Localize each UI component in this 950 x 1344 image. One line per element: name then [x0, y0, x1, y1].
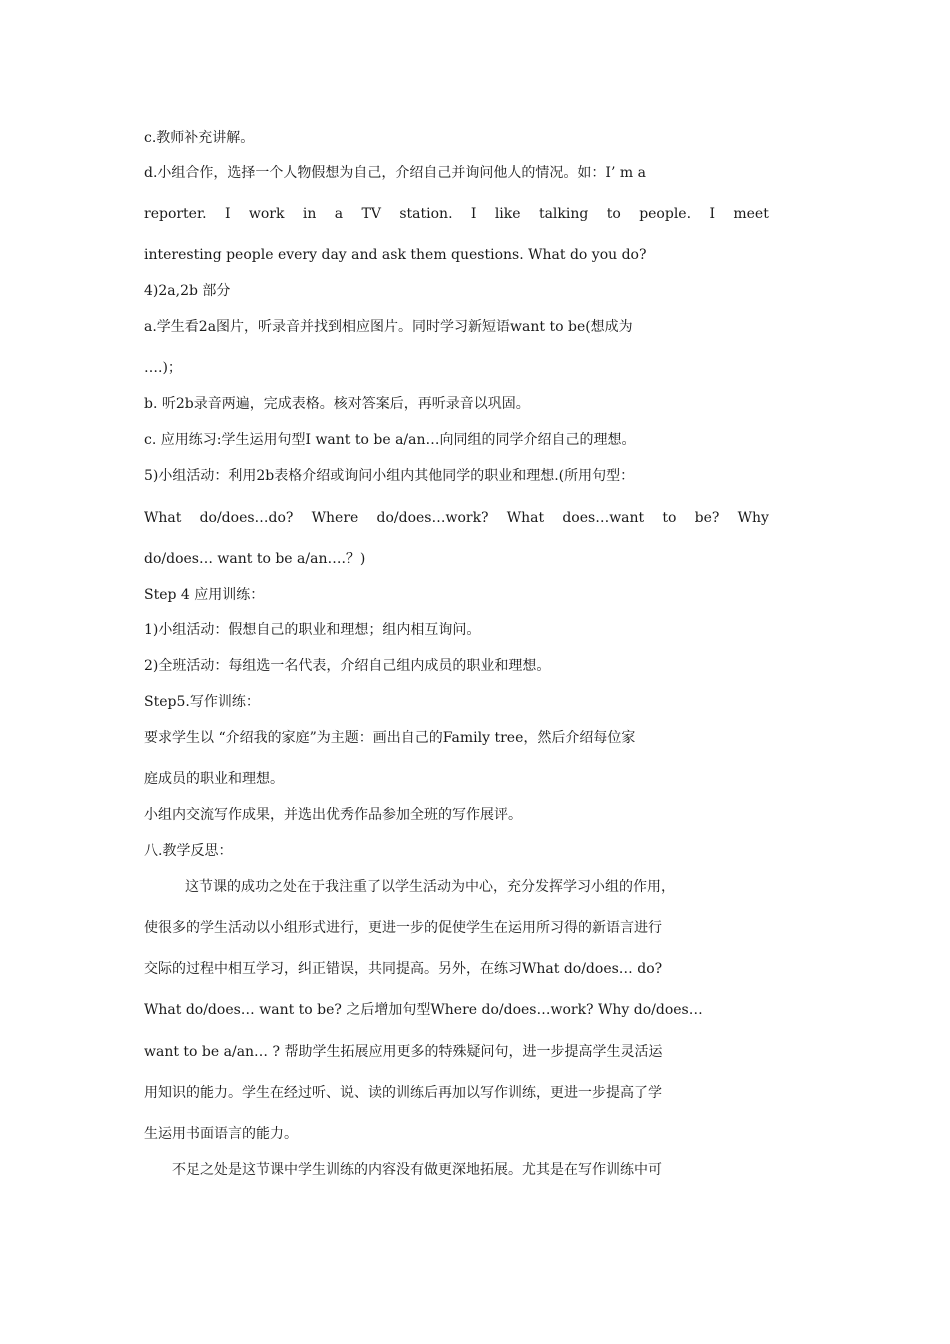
text-line: want to be a/an… ? 帮助学生拓展应用更多的特殊疑问句，进一步提高学生灵活运 [144, 1044, 663, 1060]
word: talking [538, 206, 589, 222]
text-line: 生运用书面语言的能力。 [144, 1126, 298, 1142]
text-line: 2)全班活动：每组选一名代表，介绍自己组内成员的职业和理想。 [144, 658, 551, 674]
word: Where [311, 510, 359, 526]
word: to [606, 206, 621, 222]
word: reporter. [144, 206, 207, 222]
word: work [248, 206, 285, 222]
paragraph-first-line: 这节课的成功之处在于我注重了以学生活动为中心，充分发挥学习小组的作用， [185, 879, 675, 895]
word: station. [399, 206, 453, 222]
word: Why [737, 510, 769, 526]
text-line: do/does… want to be a/an….？) [144, 551, 366, 567]
text-line: 使很多的学生活动以小组形式进行，更进一步的促使学生在运用所习得的新语言进行 [144, 920, 662, 936]
text-line: c. 应用练习:学生运用句型I want to be a/an…向同组的同学介绍自己的理想。 [144, 432, 636, 448]
text-line: b. 听2b录音两遍，完成表格。核对答案后，再听录音以巩固。 [144, 396, 530, 412]
section-heading: 八.教学反思： [144, 843, 233, 859]
text-line: 庭成员的职业和理想。 [144, 771, 284, 787]
text-line: 要求学生以 “介绍我的家庭”为主题：画出自己的Family tree，然后介绍每位家 [144, 730, 636, 746]
text-line: What do/does… want to be? 之后增加句型Where do/does…work? Why do/does… [144, 1002, 703, 1018]
paragraph-first-line: 不足之处是这节课中学生训练的内容没有做更深地拓展。尤其是在写作训练中可 [172, 1162, 662, 1178]
word: a [334, 206, 344, 222]
word: like [494, 206, 521, 222]
word: meet [733, 206, 769, 222]
text-line: a.学生看2a图片，听录音并找到相应图片。同时学习新短语want to be(想成为 [144, 319, 633, 335]
word: do/does…work? [376, 510, 489, 526]
text-line: d.小组合作，选择一个人物假想为自己，介绍自己并询问他人的情况。如：I’ m a [144, 165, 646, 181]
word: be? [694, 510, 720, 526]
word: people. [639, 206, 692, 222]
text-line: interesting people every day and ask them questions. What do you do? [144, 247, 647, 263]
text-line: 5)小组活动：利用2b表格介绍或询问小组内其他同学的职业和理想.(所用句型： [144, 468, 635, 484]
text-line-justified [144, 508, 769, 528]
text-line: 小组内交流写作成果，并选出优秀作品参加全班的写作展评。 [144, 807, 522, 823]
word: I [470, 206, 477, 222]
word: in [302, 206, 317, 222]
word: do/does…do? [199, 510, 294, 526]
text-line: 交际的过程中相互学习，纠正错误，共同提高。另外，在练习What do/does… do? [144, 961, 663, 977]
word: What [144, 510, 182, 526]
text-line: c.教师补充讲解。 [144, 130, 255, 146]
section-heading: 4)2a,2b 部分 [144, 283, 231, 299]
text-line: 用知识的能力。学生在经过听、说、读的训练后再加以写作训练，更进一步提高了学 [144, 1085, 662, 1101]
word: I [709, 206, 715, 222]
word: to [662, 510, 677, 526]
section-heading: Step 4 应用训练： [144, 587, 265, 603]
word: does…want [562, 510, 645, 526]
word: TV [361, 206, 381, 222]
text-line: 1)小组活动：假想自己的职业和理想；组内相互询问。 [144, 622, 481, 638]
text-line: ….)； [144, 360, 182, 376]
word: I [224, 206, 231, 222]
text-line-justified [144, 204, 769, 224]
section-heading: Step5.写作训练： [144, 694, 260, 710]
word: What [506, 510, 545, 526]
